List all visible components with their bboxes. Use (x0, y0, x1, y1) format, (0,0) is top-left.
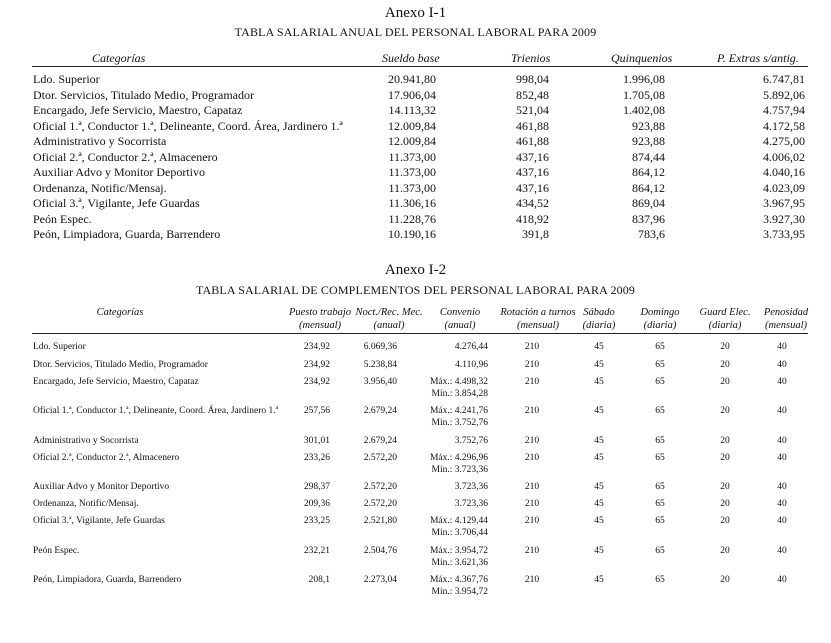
annex2-header-rotacion-line1: Rotación a turnos (500, 307, 576, 318)
annex1-cell-sueldo: 11.306,16 (388, 196, 436, 210)
annex1-cell-pextras: 4.023,09 (763, 180, 805, 195)
annex2-header-convenio (428, 306, 492, 332)
annex2-cell-convenio-2: Mín.: 3.752,76 (431, 418, 488, 428)
annex2-row (0, 545, 831, 571)
annex2-cell-convenio-2: Mín.: 3.706,44 (431, 528, 488, 538)
annex2-header-sabado-line1: Sábado (583, 307, 615, 318)
annex1-cell-category: Auxiliar Advo y Monitor Deportivo (33, 165, 205, 179)
annex1-cell-trienios: 418,92 (516, 211, 549, 226)
annex2-cell-rotacion: 210 (524, 406, 540, 416)
annex2-cell-puesto: 298,37 (303, 482, 330, 492)
annex2-header-noct-line1: Noct./Rec. Mec. (355, 307, 423, 318)
annex2-cell-penosidad: 40 (777, 546, 787, 556)
annex2-cell-category: Dtor. Servicios, Titulado Medio, Programador (33, 360, 208, 370)
annex2-cell-convenio-1: 3.723,36 (454, 482, 488, 492)
annex2-cell-domingo: 65 (655, 360, 665, 370)
annex2-cell-puesto: 257,56 (303, 406, 330, 416)
annex2-cell-noct: 2.572,20 (363, 482, 397, 492)
annex2-cell-convenio-1: 4.110,96 (455, 360, 488, 370)
annex2-cell-convenio-1: 3.752,76 (454, 436, 488, 446)
annex1-header-pextras: P. Extras s/antig. (717, 51, 799, 65)
annex2-cell-noct: 2.504,76 (363, 546, 397, 556)
annex2-cell-domingo: 65 (655, 377, 665, 387)
annex1-cell-category: Peón Espec. (33, 211, 92, 226)
annex2-cell-noct: 2.679,24 (363, 436, 397, 446)
annex1-cell-quinquenios: 864,12 (632, 165, 665, 179)
annex2-header-rotacion-line2: (mensual) (517, 320, 559, 331)
annex2-cell-rotacion: 210 (524, 499, 540, 509)
annex2-header-categorias (60, 306, 180, 319)
annex2-cell-penosidad: 40 (777, 516, 787, 526)
annex2-cell-category: Auxiliar Advo y Monitor Deportivo (33, 482, 170, 492)
annex1-row (0, 227, 831, 242)
annex2-label: Anexo I-2 (384, 262, 447, 278)
annex2-cell-rotacion: 210 (524, 342, 540, 352)
annex2-row (0, 452, 831, 478)
annex2-header-convenio-line1: Convenio (439, 307, 481, 318)
annex2-cell-convenio-1: Máx.: 4.367,76 (429, 575, 488, 585)
annex2-cell-penosidad: 40 (777, 499, 787, 509)
annex2-cell-guard: 20 (720, 436, 730, 446)
annex2-header-guard (692, 306, 758, 332)
annex2-cell-domingo: 65 (655, 546, 665, 556)
annex2-title: TABLA SALARIAL DE COMPLEMENTOS DEL PERSONAL LABORAL PARA 2009 (195, 283, 636, 297)
annex2-cell-rotacion: 210 (524, 453, 540, 463)
annex1-cell-trienios: 998,04 (516, 72, 549, 86)
annex1-cell-trienios: 461,88 (516, 134, 549, 148)
annex1-header-quinquenios: Quinquenios (611, 51, 673, 65)
annex1-row (0, 72, 831, 87)
annex1-cell-category: Ordenanza, Notific/Mensaj. (33, 180, 167, 195)
annex1-cell-sueldo: 14.113,32 (388, 103, 436, 117)
annex2-cell-penosidad: 40 (777, 453, 787, 463)
annex1-row (0, 119, 831, 134)
annex2-cell-penosidad: 40 (777, 482, 787, 492)
annex2-cell-category: Ordenanza, Notific/Mensaj. (33, 499, 139, 509)
annex2-header-guard-line2: (diaria) (708, 320, 742, 331)
annex1-cell-sueldo: 11.228,76 (388, 211, 436, 226)
annex2-cell-rotacion: 210 (524, 377, 540, 387)
annex2-header-penosidad (756, 306, 816, 332)
annex1-cell-quinquenios: 1.402,08 (623, 103, 665, 117)
annex1-row (0, 150, 831, 165)
annex1-cell-quinquenios: 874,44 (632, 149, 665, 164)
annex1-cell-category: Administrativo y Socorrista (33, 134, 167, 148)
annex2-header-guard-line1: Guard Elec. (699, 307, 751, 318)
annex2-cell-category: Peón Espec. (33, 546, 80, 556)
annex1-cell-pextras: 3.927,30 (763, 211, 805, 226)
annex2-cell-puesto: 233,25 (303, 516, 330, 526)
annex1-cell-quinquenios: 923,88 (632, 118, 665, 133)
annex2-header-categorias-line1: Categorías (96, 307, 144, 318)
annex1-cell-sueldo: 10.190,16 (388, 227, 436, 241)
annex1-cell-category: Dtor. Servicios, Titulado Medio, Programador (33, 87, 254, 102)
annex2-cell-convenio-1: Máx.: 4.241,76 (429, 406, 488, 416)
annex2-cell-guard: 20 (720, 546, 730, 556)
annex2-cell-guard: 20 (720, 377, 730, 387)
annex1-cell-sueldo: 20.941,80 (388, 72, 436, 86)
annex1-header-sueldo: Sueldo base (382, 51, 440, 65)
annex1-header-trienios: Trienios (511, 51, 551, 65)
annex2-cell-convenio-1: Máx.: 4.129,44 (429, 516, 488, 526)
annex2-cell-domingo: 65 (655, 516, 665, 526)
annex1-row (0, 196, 831, 211)
annex2-row (0, 515, 831, 541)
annex2-cell-puesto: 209,36 (303, 499, 330, 509)
annex2-cell-sabado: 45 (594, 342, 604, 352)
annex2-cell-domingo: 65 (655, 453, 665, 463)
annex2-cell-domingo: 65 (655, 499, 665, 509)
annex2-cell-category: Administrativo y Socorrista (33, 436, 139, 446)
annex1-row (0, 88, 831, 103)
annex1-cell-sueldo: 12.009,84 (388, 118, 436, 133)
annex1-cell-quinquenios: 864,12 (632, 180, 665, 195)
annex2-cell-convenio-2: Mín.: 3.954,72 (431, 587, 488, 597)
annex1-cell-sueldo: 11.373,00 (388, 165, 436, 179)
annex2-cell-convenio-2: Mín.: 3.854,28 (431, 389, 488, 399)
annex2-cell-penosidad: 40 (777, 406, 787, 416)
annex1-cell-sueldo: 11.373,00 (388, 149, 436, 164)
annex2-header-puesto-line1: Puesto trabajo (288, 307, 352, 318)
annex1-cell-quinquenios: 837,96 (632, 211, 665, 226)
annex2-cell-puesto: 234,92 (303, 360, 330, 370)
annex1-cell-pextras: 3.967,95 (763, 196, 805, 210)
annex1-cell-trienios: 434,52 (516, 196, 549, 210)
annex2-cell-domingo: 65 (655, 482, 665, 492)
annex2-cell-convenio-1: 4.276,44 (454, 342, 488, 352)
annex2-header-domingo-line2: (diaria) (643, 320, 677, 331)
annex2-cell-rotacion: 210 (524, 482, 540, 492)
annex2-cell-guard: 20 (720, 453, 730, 463)
annex1-cell-quinquenios: 1.996,08 (623, 72, 665, 86)
annex2-cell-sabado: 45 (594, 406, 604, 416)
annex2-cell-rotacion: 210 (524, 575, 540, 585)
annex2-cell-sabado: 45 (594, 453, 604, 463)
annex1-cell-category: Ldo. Superior (33, 72, 100, 86)
annex1-cell-pextras: 4.040,16 (763, 165, 805, 179)
annex2-cell-noct: 2.521,80 (363, 516, 397, 526)
annex2-header-rule (32, 333, 808, 334)
annex1-cell-quinquenios: 1.705,08 (623, 87, 665, 102)
annex1-cell-pextras: 3.733,95 (763, 227, 805, 241)
annex1-cell-sueldo: 12.009,84 (388, 134, 436, 148)
annex2-header-puesto-line2: (mensual) (299, 320, 341, 331)
annex2-header-penosidad-line1: Penosidad (763, 307, 809, 318)
annex2-cell-guard: 20 (720, 499, 730, 509)
annex2-cell-category: Oficial 1.ª, Conductor 1.ª, Delineante, Coord. Área, Jardinero 1.ª (33, 406, 279, 416)
annex2-cell-penosidad: 40 (777, 377, 787, 387)
annex2-cell-sabado: 45 (594, 360, 604, 370)
annex1-row (0, 103, 831, 118)
annex2-cell-puesto: 232,21 (303, 546, 330, 556)
annex2-row (0, 574, 831, 600)
annex1-cell-category: Oficial 3.ª, Vigilante, Jefe Guardas (33, 196, 200, 210)
annex2-cell-category: Ldo. Superior (33, 342, 86, 352)
annex1-row (0, 181, 831, 196)
annex2-header-sabado-line2: (diaria) (582, 320, 616, 331)
annex1-cell-pextras: 4.172,58 (763, 118, 805, 133)
annex2-cell-puesto: 301,01 (303, 436, 330, 446)
annex2-cell-convenio-1: Máx.: 4.296,96 (429, 453, 488, 463)
annex1-cell-trienios: 461,88 (516, 118, 549, 133)
annex1-cell-trienios: 521,04 (516, 103, 549, 117)
annex1-row (0, 165, 831, 180)
annex2-cell-sabado: 45 (594, 516, 604, 526)
annex2-cell-guard: 20 (720, 516, 730, 526)
annex2-cell-puesto: 234,92 (303, 342, 330, 352)
annex2-cell-sabado: 45 (594, 499, 604, 509)
annex1-cell-category: Encargado, Jefe Servicio, Maestro, Capataz (33, 103, 243, 117)
annex2-cell-puesto: 233,26 (303, 453, 330, 463)
annex2-cell-noct: 2.679,24 (363, 406, 397, 416)
annex1-cell-trienios: 391,8 (522, 227, 549, 241)
annex2-cell-convenio-1: Máx.: 4.498,32 (429, 377, 488, 387)
annex2-cell-sabado: 45 (594, 575, 604, 585)
annex1-cell-quinquenios: 923,88 (632, 134, 665, 148)
annex2-cell-guard: 20 (720, 482, 730, 492)
annex2-row (0, 405, 831, 431)
annex2-header-penosidad-line2: (mensual) (765, 320, 807, 331)
annex1-cell-pextras: 5.892,06 (763, 87, 805, 102)
annex1-cell-sueldo: 17.906,04 (388, 87, 436, 102)
annex2-cell-penosidad: 40 (777, 342, 787, 352)
annex2-cell-sabado: 45 (594, 482, 604, 492)
annex2-cell-puesto: 208,1 (308, 575, 330, 585)
annex2-cell-domingo: 65 (655, 575, 665, 585)
annex1-row (0, 134, 831, 149)
annex2-cell-category: Peón, Limpiadora, Guarda, Barrendero (33, 575, 182, 585)
annex2-header-noct-line2: (anual) (373, 320, 405, 331)
annex2-cell-noct: 2.572,20 (363, 453, 397, 463)
annex2-cell-guard: 20 (720, 342, 730, 352)
annex2-cell-convenio-2: Mín.: 3.621,36 (431, 558, 488, 568)
annex1-header-categorias: Categorías (92, 51, 146, 65)
annex1-cell-pextras: 6.747,81 (763, 72, 805, 86)
annex1-cell-category: Oficial 2.ª, Conductor 2.ª, Almacenero (33, 149, 218, 164)
annex2-cell-domingo: 65 (655, 436, 665, 446)
annex1-cell-trienios: 437,16 (516, 149, 549, 164)
annex2-cell-noct: 3.956,40 (363, 377, 397, 387)
annex2-cell-noct: 6.069,36 (363, 342, 397, 352)
annex1-cell-pextras: 4.757,94 (763, 103, 805, 117)
annex1-label: Anexo I-1 (384, 5, 447, 21)
annex1-cell-trienios: 437,16 (516, 180, 549, 195)
annex2-cell-noct: 2.572,20 (363, 499, 397, 509)
annex2-cell-convenio-1: 3.723,36 (454, 499, 488, 509)
annex2-header-sabado (570, 306, 628, 332)
annex1-cell-category: Peón, Limpiadora, Guarda, Barrendero (33, 227, 221, 241)
annex2-cell-convenio-2: Mín.: 3.723,36 (431, 465, 488, 475)
annex2-row (0, 376, 831, 402)
annex2-cell-penosidad: 40 (777, 360, 787, 370)
annex2-header-convenio-line2: (anual) (444, 320, 476, 331)
annex2-header-puesto (282, 306, 358, 332)
annex2-cell-domingo: 65 (655, 406, 665, 416)
annex2-cell-noct: 2.273,04 (363, 575, 397, 585)
annex2-cell-noct: 5.238,84 (363, 360, 397, 370)
annex2-cell-rotacion: 210 (524, 516, 540, 526)
annex2-cell-rotacion: 210 (524, 546, 540, 556)
annex2-cell-sabado: 45 (594, 546, 604, 556)
annex2-cell-rotacion: 210 (524, 360, 540, 370)
annex2-cell-sabado: 45 (594, 377, 604, 387)
annex2-header-noct (351, 306, 427, 332)
annex1-cell-trienios: 852,48 (516, 87, 549, 102)
annex2-cell-guard: 20 (720, 575, 730, 585)
annex1-cell-sueldo: 11.373,00 (388, 180, 436, 195)
annex1-cell-pextras: 4.275,00 (763, 134, 805, 148)
annex2-cell-convenio-1: Máx.: 3.954,72 (429, 546, 488, 556)
annex2-cell-category: Oficial 3.ª, Vigilante, Jefe Guardas (33, 516, 165, 526)
annex2-cell-guard: 20 (720, 406, 730, 416)
annex1-cell-category: Oficial 1.ª, Conductor 1.ª, Delineante, Coord. Área, Jardinero 1.ª (33, 118, 343, 133)
annex2-cell-penosidad: 40 (777, 436, 787, 446)
annex2-header-domingo (630, 306, 690, 332)
annex2-header-domingo-line1: Domingo (640, 307, 680, 318)
annex1-title: TABLA SALARIAL ANUAL DEL PERSONAL LABORAL PARA 2009 (234, 25, 597, 39)
annex1-cell-trienios: 437,16 (516, 165, 549, 179)
annex2-cell-rotacion: 210 (524, 436, 540, 446)
annex1-cell-quinquenios: 869,04 (632, 196, 665, 210)
annex2-cell-penosidad: 40 (777, 575, 787, 585)
annex2-cell-sabado: 45 (594, 436, 604, 446)
annex2-cell-guard: 20 (720, 360, 730, 370)
annex2-cell-puesto: 234,92 (303, 377, 330, 387)
annex1-row (0, 212, 831, 227)
annex2-cell-domingo: 65 (655, 342, 665, 352)
annex1-header-rule (32, 66, 808, 67)
annex1-cell-pextras: 4.006,02 (763, 149, 805, 164)
annex1-cell-quinquenios: 783,6 (638, 227, 665, 241)
annex2-cell-category: Encargado, Jefe Servicio, Maestro, Capataz (33, 377, 199, 387)
annex2-cell-category: Oficial 2.ª, Conductor 2.ª, Almacenero (33, 453, 180, 463)
